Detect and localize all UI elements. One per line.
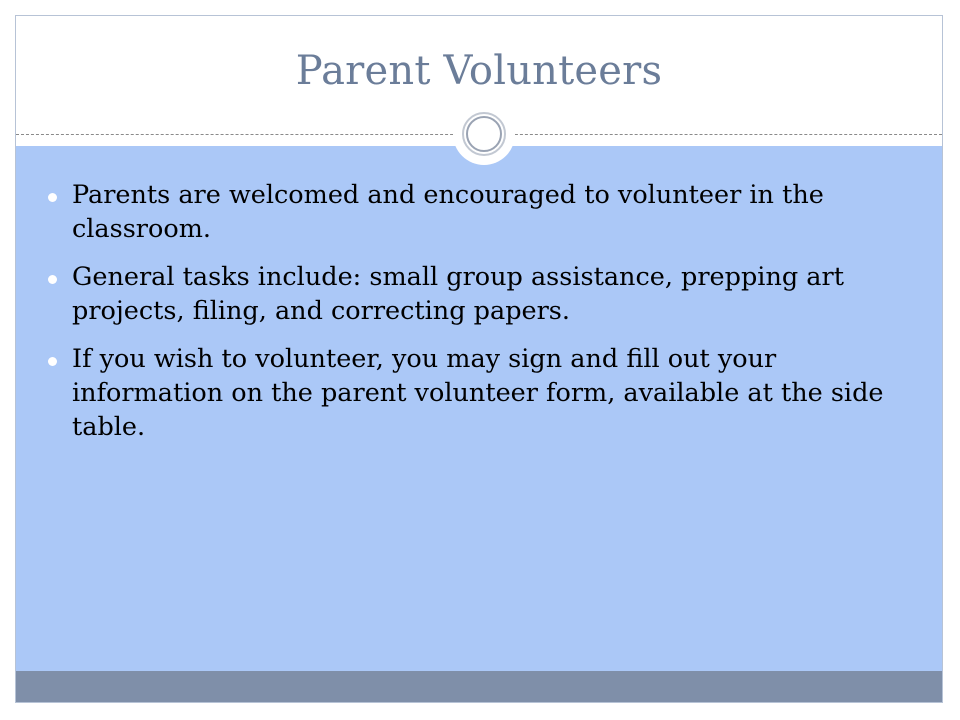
- footer-bar: [16, 671, 942, 703]
- bullet-text: Parents are welcomed and encouraged to volunteer in the classroom.: [72, 180, 824, 244]
- bullet-list: [44, 178, 904, 458]
- ring-ornament-icon: [453, 103, 515, 165]
- bullet-dot-icon: [48, 193, 57, 202]
- bullet-dot-icon: [48, 275, 57, 284]
- bullet-text: If you wish to volunteer, you may sign and fill out your information on the parent volunteer form, available at the side table.: [72, 344, 884, 442]
- bullet-item: [44, 260, 904, 328]
- slide: [15, 15, 943, 703]
- bullet-item: [44, 178, 904, 246]
- bullet-dot-icon: [48, 357, 57, 366]
- bullet-item: [44, 342, 904, 444]
- slide-title: Parent Volunteers: [295, 48, 663, 94]
- bullet-text: General tasks include: small group assistance, prepping art projects, filing, and correcting papers.: [72, 262, 844, 326]
